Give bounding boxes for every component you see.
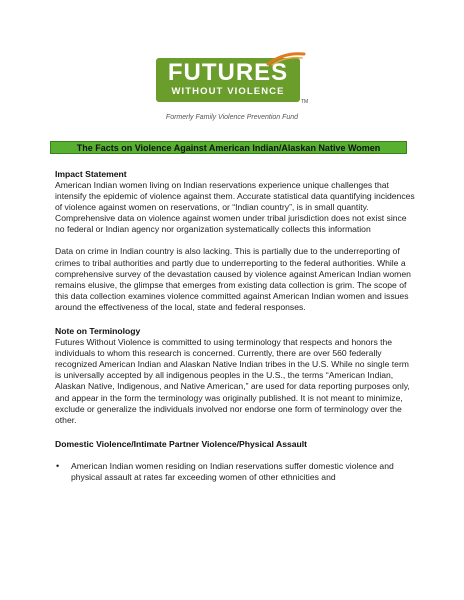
domestic-bullet-1: American Indian women residing on Indian reservations suffer domestic violence and physical assault at rates far exceeding women of other ethnicities and bbox=[71, 460, 394, 482]
logo-line2: WITHOUT VIOLENCE bbox=[171, 86, 285, 97]
domestic-violence-heading: Domestic Violence/Intimate Partner Violence/Physical Assault bbox=[55, 438, 308, 449]
formerly-subtitle: Formerly Family Violence Prevention Fund bbox=[165, 114, 299, 121]
document-title: The Facts on Violence Against American Indian/Alaskan Native Women bbox=[76, 143, 381, 153]
logo-line1: FUTURES bbox=[167, 59, 289, 86]
impact-paragraph-2: Data on crime in Indian country is also lacking. This is partially due to the underreporting of crimes to tribal authorities and partly due to underreporting to the federal authorities. While a comprehensive survey of the devastation caused by violence against American Indian women remains elusive, the glimpse that emerges from existing data collection is grim. The scope of this data collection examines violence committed against American Indian women and issues around the effectiveness of the local, state and federal responses. bbox=[55, 246, 411, 312]
terminology-paragraph: Futures Without Violence is committed to using terminology that respects and honors the individuals to whom this research is concerned. Currently, there are over 560 federally recognized American Indian and Alaskan Native Indian tribes in the U.S. While no single term is universally accepted by all indigenous peoples in the U.S., the terms “American Indian, Alaskan Native, Indigenous, and Native American,” are used for data reporting purposes only, and appear in the form the terminology was originally published. It is not meant to minimize, exclude or generalize the individuals involved nor endorse one form of terminology over the other. bbox=[55, 337, 410, 425]
impact-paragraph-1: American Indian women living on Indian reservations experience unique challenges that intensify the epidemic of violence against them. Accurate statistical data quantifying incidences of violence against women on reservations, or “Indian country”, is in small quantity. Comprehensive data on violence against women under tribal jurisdiction does not exist since no federal or Indian agency nor organization systematically collects this information bbox=[55, 180, 415, 235]
bullet-icon: • bbox=[56, 460, 60, 471]
list-item bbox=[55, 461, 415, 483]
terminology-heading: Note on Terminology bbox=[55, 326, 141, 337]
trademark-mark: TM bbox=[301, 99, 309, 105]
impact-statement-heading: Impact Statement bbox=[55, 169, 127, 179]
document-body bbox=[55, 169, 415, 483]
title-bar bbox=[50, 141, 407, 154]
logo-swoosh-icon bbox=[266, 50, 306, 68]
